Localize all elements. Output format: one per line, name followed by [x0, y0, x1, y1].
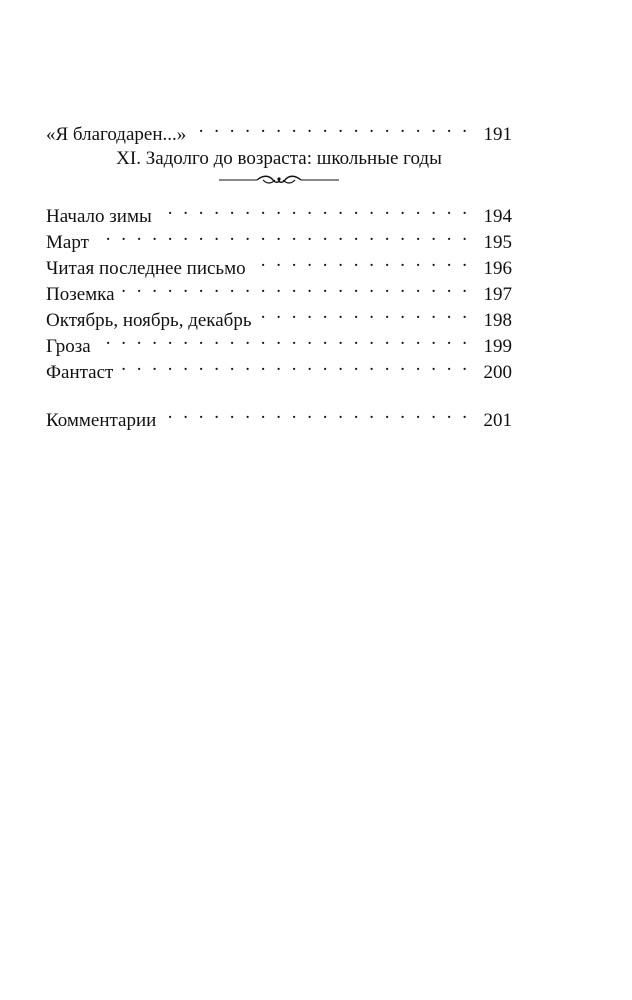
toc-entry-top: [46, 114, 512, 145]
toc-entry-page: 201: [483, 410, 512, 431]
toc-entry-title: Поземка: [46, 284, 115, 305]
toc-leader-dots: [258, 300, 470, 326]
toc-entry-page: 200: [483, 362, 512, 383]
toc-entry-page: 198: [483, 310, 512, 331]
toc-entry-title: Октябрь, ноябрь, декабрь: [46, 310, 252, 331]
toc-leader-dots: [119, 352, 470, 378]
toc-entry-title: Начало зимы: [46, 206, 152, 227]
section-heading: XI. Задолго до возраста: школьные годы: [116, 148, 442, 169]
toc-entry-page: 199: [483, 336, 512, 357]
toc-entry-final: [46, 400, 512, 431]
toc-leader-dots: [97, 326, 470, 352]
toc-entry-title: Комментарии: [46, 410, 157, 431]
toc-entry: [46, 196, 512, 227]
toc-entry-page: 195: [483, 232, 512, 253]
toc-entry-title: Фантаст: [46, 362, 114, 383]
toc-entry-title: Читая последнее письмо: [46, 258, 246, 279]
toc-entry: [46, 352, 512, 383]
toc-leader-dots: [162, 400, 470, 426]
toc-leader-dots: [95, 222, 470, 248]
toc-entry-page: 194: [483, 206, 512, 227]
toc-entry-page: 197: [483, 284, 512, 305]
toc-entry-title: «Я благодарен...»: [46, 124, 187, 145]
toc-entry: [46, 222, 512, 253]
table-of-contents: [46, 114, 512, 431]
toc-entry-title: Гроза: [46, 336, 91, 357]
flourish-divider-icon: [219, 174, 339, 186]
toc-entry: [46, 248, 512, 279]
toc-leader-dots: [252, 248, 470, 274]
toc-leader-dots: [158, 196, 470, 222]
toc-leader-dots: [121, 274, 470, 300]
toc-entry: [46, 326, 512, 357]
toc-entry-title: Март: [46, 232, 89, 253]
toc-entry-page: 196: [483, 258, 512, 279]
toc-leader-dots: [192, 114, 470, 140]
toc-entry-page: 191: [483, 124, 512, 145]
